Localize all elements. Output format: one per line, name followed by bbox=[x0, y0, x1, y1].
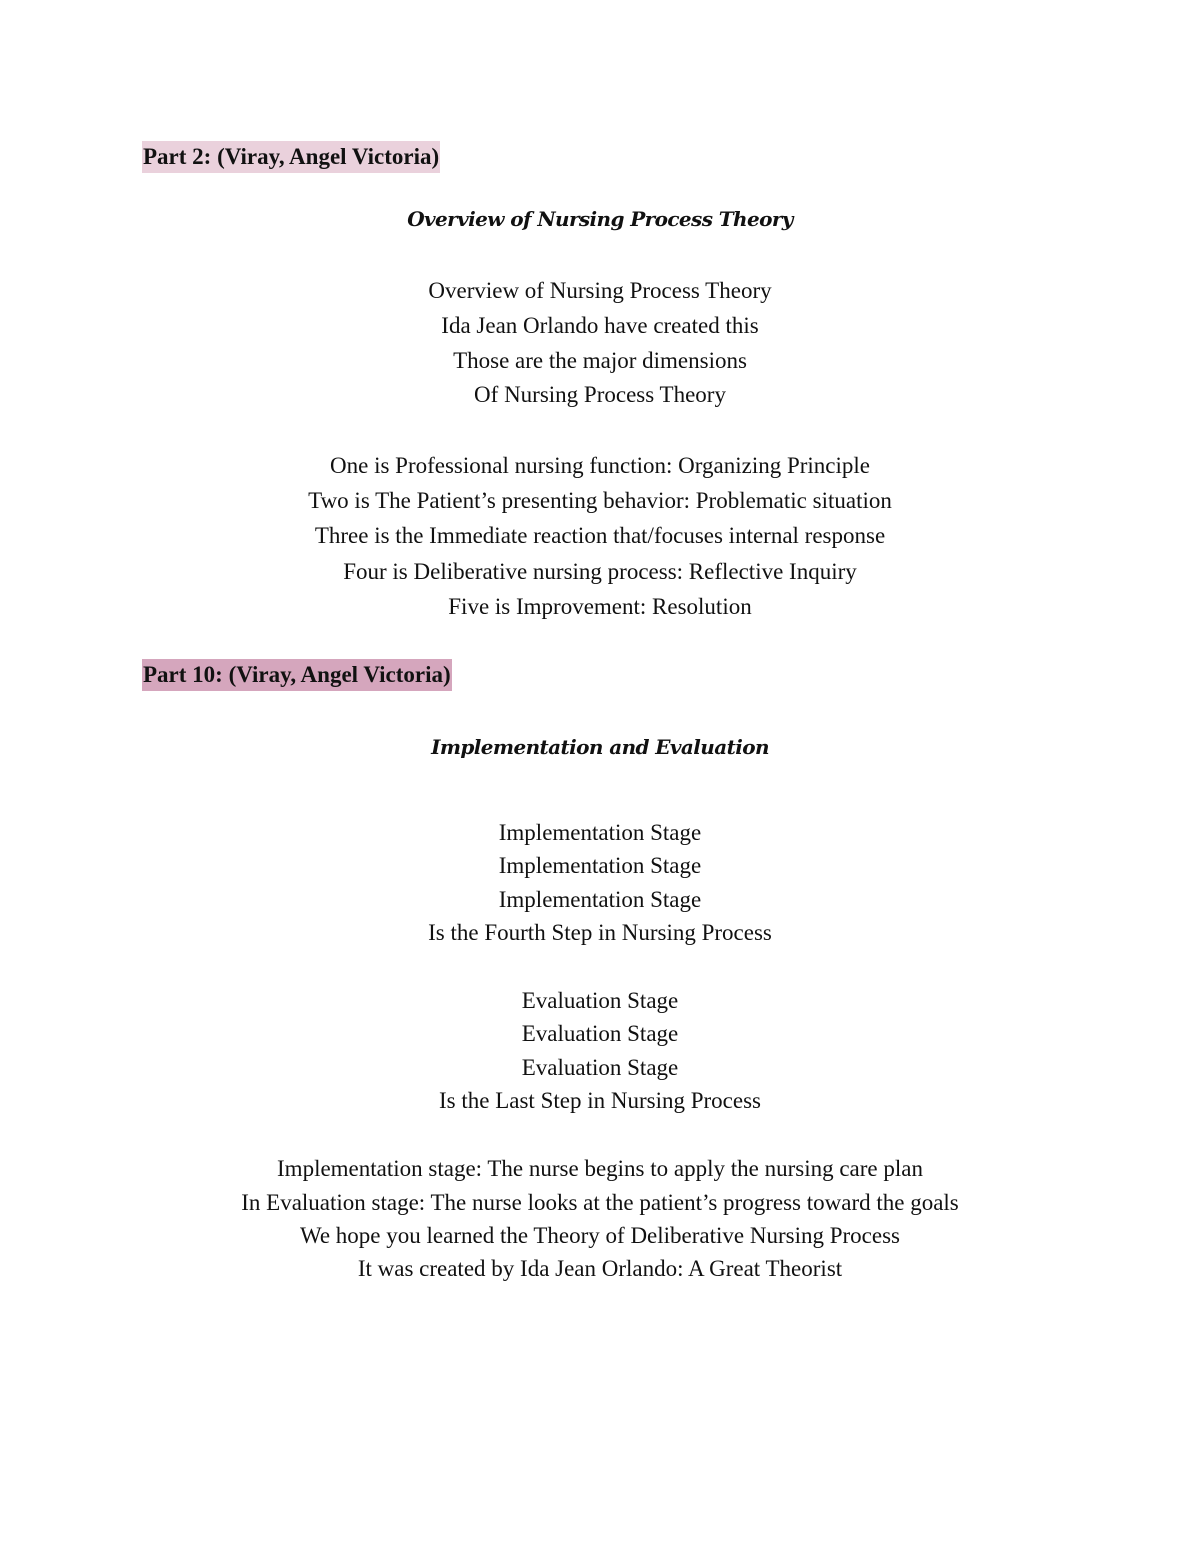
part-10-subtitle: Implementation and Evaluation bbox=[431, 735, 769, 759]
part-10-heading: Part 10: (Viray, Angel Victoria) bbox=[142, 659, 452, 691]
part-10-line: It was created by Ida Jean Orlando: A Great Theorist bbox=[357, 1256, 843, 1281]
part-2-line: Four is Deliberative nursing process: Reflective Inquiry bbox=[343, 559, 857, 584]
part-10-line: Evaluation Stage bbox=[521, 1055, 679, 1080]
part-10-line: Implementation Stage bbox=[498, 887, 702, 912]
part-10-line: Implementation stage: The nurse begins to apply the nursing care plan bbox=[277, 1156, 923, 1181]
part-2-line: One is Professional nursing function: Organizing Principle bbox=[330, 453, 870, 478]
part-2-line: Five is Improvement: Resolution bbox=[448, 594, 752, 619]
part-2-line: Three is the Immediate reaction that/focuses internal response bbox=[314, 523, 886, 548]
part-10-line: In Evaluation stage: The nurse looks at the patient’s progress toward the goals bbox=[241, 1190, 959, 1215]
part-2-line: Overview of Nursing Process Theory bbox=[428, 278, 772, 303]
part-10-line: Evaluation Stage bbox=[521, 988, 679, 1013]
part-2-line: Of Nursing Process Theory bbox=[474, 382, 726, 407]
part-10-line: We hope you learned the Theory of Deliberative Nursing Process bbox=[299, 1223, 900, 1248]
part-2-line: Two is The Patient’s presenting behavior: Problematic situation bbox=[308, 488, 892, 513]
part-2-line: Those are the major dimensions bbox=[453, 348, 747, 373]
part-10-line: Implementation Stage bbox=[498, 853, 702, 878]
part-2-line: Ida Jean Orlando have created this bbox=[441, 313, 759, 338]
part-10-line: Evaluation Stage bbox=[521, 1021, 679, 1046]
part-10-line: Is the Last Step in Nursing Process bbox=[439, 1088, 761, 1113]
part-2-heading: Part 2: (Viray, Angel Victoria) bbox=[142, 141, 440, 173]
part-10-line: Is the Fourth Step in Nursing Process bbox=[428, 920, 772, 945]
part-2-subtitle: Overview of Nursing Process Theory bbox=[407, 207, 793, 231]
part-10-line: Implementation Stage bbox=[498, 820, 702, 845]
